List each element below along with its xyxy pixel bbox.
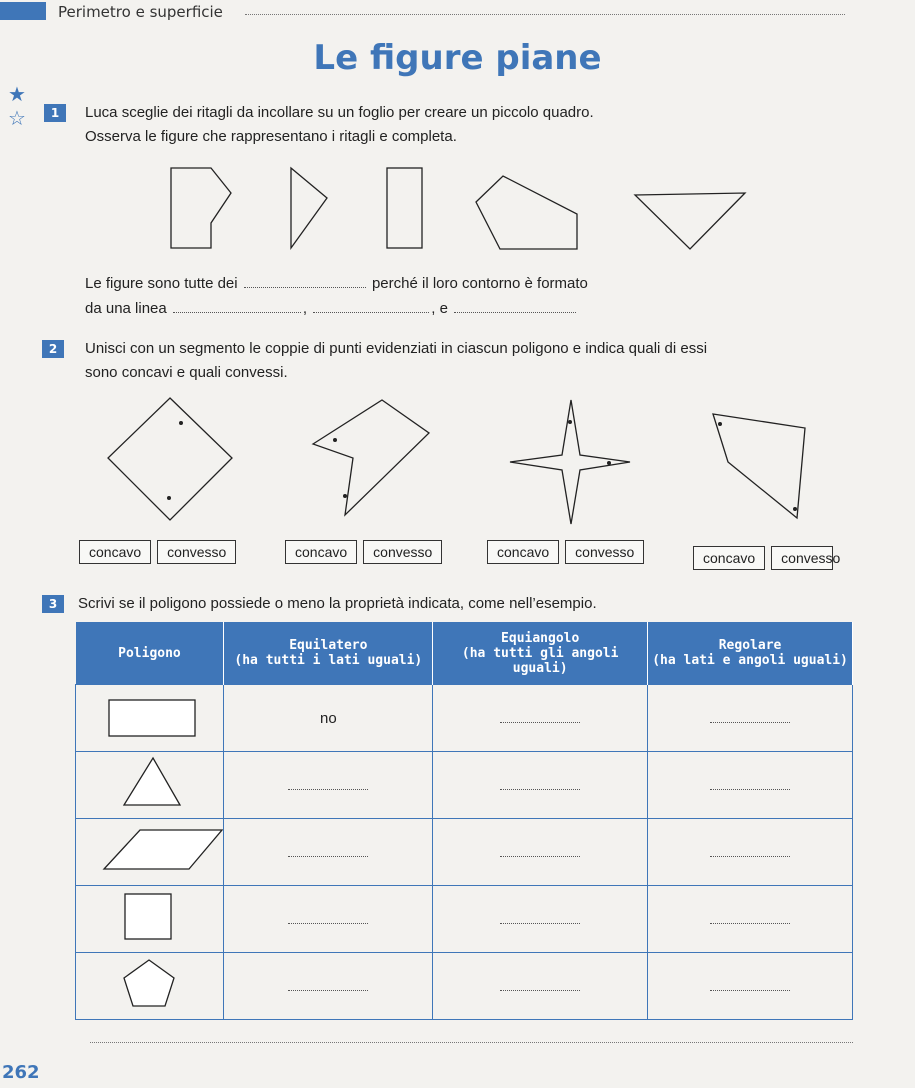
choice-concave[interactable]: concavo <box>693 546 765 570</box>
table-header-row <box>76 622 853 685</box>
sentence-part-a: Le figure sono tutte dei <box>85 275 238 292</box>
cell-shape <box>76 752 224 819</box>
polygon-star <box>510 400 630 524</box>
header-regular-desc: (ha lati e angoli uguali) <box>652 653 848 668</box>
answer-blank[interactable] <box>500 710 580 723</box>
cell-equilateral[interactable] <box>224 886 433 953</box>
cutout-shape-5 <box>635 193 745 249</box>
exercise-3-number: 3 <box>42 595 64 613</box>
polygon-quadrilateral <box>713 414 805 518</box>
sentence-part-c: da una linea <box>85 300 167 317</box>
table-row <box>76 685 853 752</box>
answer-blank-1[interactable] <box>244 275 366 288</box>
choice-convex[interactable]: convesso <box>363 540 442 564</box>
choice-group-2 <box>285 540 442 564</box>
sentence-part-d: , e <box>431 300 448 317</box>
cutout-shape-4 <box>476 176 577 249</box>
header-regular-label: Regolare <box>718 638 782 653</box>
cell-regular[interactable] <box>648 953 853 1020</box>
sentence-part-b: perché il loro contorno è formato <box>371 275 588 292</box>
choice-concave[interactable]: concavo <box>487 540 559 564</box>
answer-blank[interactable] <box>288 978 368 991</box>
point-quad-a <box>718 422 722 426</box>
cell-equiangular[interactable] <box>433 886 648 953</box>
exercise-3-instruction: Scrivi se il poligono possiede o meno la proprietà indicata, come nell’esempio. <box>78 595 597 612</box>
header-equilateral-label: Equilatero <box>289 638 368 653</box>
cell-equiangular[interactable] <box>433 752 648 819</box>
header-equilateral-desc: (ha tutti i lati uguali) <box>234 653 423 668</box>
exercise-2-line-1: Unisci con un segmento le coppie di punti evidenziati in ciascun poligono e indica quali di essi <box>85 340 708 357</box>
cell-regular[interactable] <box>648 685 853 752</box>
answer-blank[interactable] <box>500 911 580 924</box>
header-equiangular-desc: (ha tutti gli angoli uguali) <box>461 645 619 676</box>
properties-table <box>75 622 853 1020</box>
table-row <box>76 886 853 953</box>
answer-blank[interactable] <box>500 844 580 857</box>
point-arrow-b <box>343 494 347 498</box>
footer-divider <box>90 1042 853 1043</box>
exercise-1-number: 1 <box>44 104 66 122</box>
point-star-a <box>568 420 572 424</box>
exercise-1-sentence-line-1 <box>85 275 588 292</box>
exercise-2-line-2: sono concavi e quali convessi. <box>85 364 288 381</box>
choice-group-1 <box>79 540 236 564</box>
difficulty-star-filled-icon: ★ <box>8 82 26 106</box>
exercise-1-sentence-line-2: da una linea , , e <box>85 300 578 317</box>
cell-shape <box>76 953 224 1020</box>
answer-blank[interactable] <box>710 911 790 924</box>
answer-blank[interactable] <box>500 777 580 790</box>
cell-regular[interactable] <box>648 886 853 953</box>
choice-concave[interactable]: concavo <box>285 540 357 564</box>
cell-regular[interactable] <box>648 819 853 886</box>
polygon-concave-arrow <box>313 400 429 515</box>
answer-blank[interactable] <box>710 777 790 790</box>
table-row <box>76 752 853 819</box>
choice-convex[interactable]: convesso <box>157 540 236 564</box>
cell-equilateral[interactable] <box>224 752 433 819</box>
cell-equiangular[interactable] <box>433 819 648 886</box>
exercise-1-line-2: Osserva le figure che rappresentano i ritagli e completa. <box>85 128 457 145</box>
point-arrow-a <box>333 438 337 442</box>
header-equilateral <box>224 622 433 685</box>
cell-equilateral[interactable] <box>224 953 433 1020</box>
table-row <box>76 819 853 886</box>
page-number: 262 <box>2 1062 40 1083</box>
choice-concave[interactable]: concavo <box>79 540 151 564</box>
answer-blank-3[interactable] <box>313 300 429 313</box>
point-rhombus-b <box>167 496 171 500</box>
chapter-title: Perimetro e superficie <box>58 3 223 21</box>
answer-blank[interactable] <box>500 978 580 991</box>
cell-equiangular[interactable] <box>433 685 648 752</box>
header-equiangular-label: Equiangolo <box>501 630 580 646</box>
page-title: Le figure piane <box>313 38 602 78</box>
point-rhombus-a <box>179 421 183 425</box>
choice-convex[interactable]: convesso <box>771 546 833 570</box>
exercise-2-number: 2 <box>42 340 64 358</box>
header-regular <box>648 622 853 685</box>
cell-regular[interactable] <box>648 752 853 819</box>
answer-blank[interactable] <box>710 978 790 991</box>
cell-equilateral[interactable] <box>224 819 433 886</box>
choice-group-3 <box>487 540 644 564</box>
cell-equiangular[interactable] <box>433 953 648 1020</box>
point-quad-b <box>793 507 797 511</box>
example-answer: no <box>319 709 337 727</box>
answer-blank[interactable] <box>710 844 790 857</box>
header-equiangular <box>433 622 648 685</box>
difficulty-star-outline-icon: ☆ <box>8 106 26 130</box>
cutout-shape-3 <box>387 168 422 248</box>
answer-blank[interactable] <box>288 844 368 857</box>
choice-convex[interactable]: convesso <box>565 540 644 564</box>
header-polygon <box>76 622 224 685</box>
answer-blank[interactable] <box>288 911 368 924</box>
choice-group-4 <box>693 546 841 570</box>
polygon-rhombus <box>108 398 232 520</box>
cell-shape <box>76 886 224 953</box>
header-polygon-label: Poligono <box>118 645 181 661</box>
answer-blank[interactable] <box>710 710 790 723</box>
cell-shape <box>76 685 224 752</box>
answer-blank[interactable] <box>288 777 368 790</box>
cutout-shape-2 <box>291 168 327 248</box>
point-star-b <box>607 461 611 465</box>
exercise-1-line-1: Luca sceglie dei ritagli da incollare su un foglio per creare un piccolo quadro. <box>85 104 594 121</box>
answer-blank-2[interactable] <box>173 300 301 313</box>
cell-shape <box>76 819 224 886</box>
table-row <box>76 953 853 1020</box>
cutout-shape-1 <box>171 168 231 248</box>
answer-blank-4[interactable] <box>454 300 576 313</box>
cell-equilateral[interactable] <box>224 685 433 752</box>
